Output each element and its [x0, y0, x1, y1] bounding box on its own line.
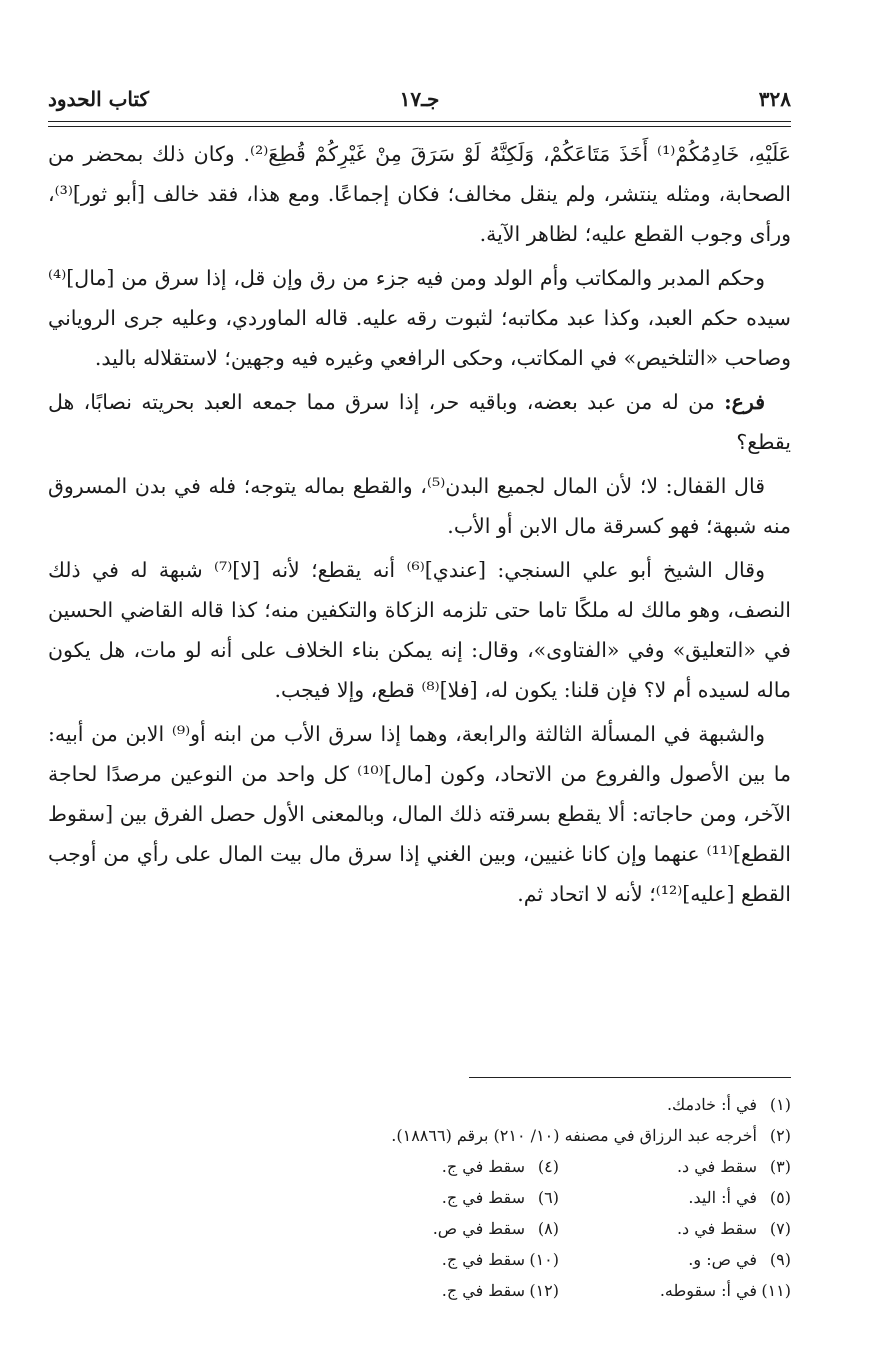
footnote-text: في ص: و. — [688, 1250, 757, 1269]
footnote-number: (٧) — [769, 1219, 791, 1238]
header-rule-bottom — [48, 126, 791, 127]
footnote-number: (٣) — [769, 1157, 791, 1176]
footnote-number: (٢) — [769, 1126, 791, 1145]
footnote — [391, 1122, 791, 1153]
paragraph — [48, 134, 791, 254]
main-text — [48, 134, 791, 914]
footnote-number: (٤) — [537, 1157, 559, 1176]
footnote-number: (١) — [769, 1095, 791, 1114]
footnote — [559, 1184, 791, 1215]
book-title: كتاب الحدود — [48, 87, 150, 111]
footnote-text: في أ: اليد. — [688, 1188, 757, 1207]
footnote — [327, 1215, 559, 1246]
footnote-row — [48, 1277, 791, 1308]
footnote — [667, 1091, 791, 1122]
paragraph-text: والشبهة في المسألة الثالثة والرابعة، وهما إذا سرق الأب من ابنه أو⁽⁹⁾ الابن من أبيه: ما بين الأصول والفروع من الاتحاد، وكون [مال]⁽¹⁰⁾ كل واحد من النوعين مرصدًا لحاجة الآخر، ومن حاجاته: ألا يقطع بسرقته ذلك المال، وبالمعنى الأول حصل الفرق بين [سقوط القطع]⁽¹¹⁾ عنهما وإن كانا غنيين، وبين الغني إذا سرق مال بيت المال على رأي من أوجب القطع [عليه]⁽¹²⁾؛ لأنه لا اتحاد ثم. — [48, 722, 791, 906]
footnote-number: (١٢) — [529, 1281, 559, 1300]
paragraph — [48, 466, 791, 546]
running-header — [48, 85, 791, 119]
footnote-row — [48, 1215, 791, 1246]
paragraph-text: قال القفال: لا؛ لأن المال لجميع البدن⁽⁵⁾، والقطع بماله يتوجه؛ فله في بدن المسروق منه شبهة؛ فهو كسرقة مال الابن أو الأب. — [48, 474, 791, 538]
footnote — [327, 1184, 559, 1215]
footnote — [559, 1246, 791, 1277]
footnote-row — [48, 1091, 791, 1122]
paragraph-text: وقال الشيخ أبو علي السنجي: [عندي]⁽⁶⁾ أنه يقطع؛ لأنه [لا]⁽⁷⁾ شبهة له في ذلك النصف، وهو مالك له ملكًا تاما حتى تلزمه الزكاة والتكفين منه؛ كذا قاله القاضي الحسين في «التعليق» وفي «الفتاوى»، وقال: إنه يمكن بناء الخلاف على أنه لو مات، هل يكون ماله لسيده أم لا؟ فإن قلنا: يكون له، [فلا]⁽⁸⁾ قطع، وإلا فيجب. — [48, 558, 791, 702]
paragraph-text: عَلَيْهِ، خَادِمُكُمْ⁽¹⁾ أَخَذَ مَتَاعَكُمْ، وَلَكِنَّهُ لَوْ سَرَقَ مِنْ غَيْرِكُمْ قُطِعَ⁽²⁾. وكان ذلك بمحضر من الصحابة، ومثله ينتشر، ولم ينقل مخالف؛ فكان إجماعًا. ومع هذا، فقد خالف [أبو ثور]⁽³⁾، ورأى وجوب القطع عليه؛ لظاهر الآية. — [48, 142, 791, 246]
paragraph-far — [48, 382, 791, 462]
far-label: فرع: — [724, 390, 765, 414]
footnote-row — [48, 1246, 791, 1277]
footnote-text: في أ: سقوطه. — [659, 1281, 757, 1300]
footnote — [559, 1215, 791, 1246]
footnotes — [48, 1091, 791, 1308]
footnote-number: (٨) — [537, 1219, 559, 1238]
footnote-number: (١١) — [761, 1281, 791, 1300]
paragraph — [48, 714, 791, 914]
footnote-text: سقط في ج. — [441, 1250, 525, 1269]
footnote-text: أخرجه عبد الرزاق في مصنفه (١٠/ ٢١٠) برقم (١٨٨٦٦). — [391, 1126, 757, 1145]
footnote-text: سقط في د. — [676, 1157, 757, 1176]
footnote — [327, 1277, 559, 1308]
footnote-text: سقط في د. — [676, 1219, 757, 1238]
footnote-text: سقط في ج. — [441, 1188, 525, 1207]
footnote — [327, 1153, 559, 1184]
footnote — [327, 1246, 559, 1277]
paragraph — [48, 258, 791, 378]
footnote — [559, 1153, 791, 1184]
footnote-row — [48, 1122, 791, 1153]
footnote-text: سقط في ص. — [432, 1219, 525, 1238]
footnote-number: (٥) — [769, 1188, 791, 1207]
paragraph-text: من له من عبد بعضه، وباقيه حر، إذا سرق مما جمعه العبد بحريته نصابًا، هل يقطع؟ — [48, 390, 791, 454]
footnote-text: سقط في ج. — [441, 1157, 525, 1176]
volume-number: جـ١٧ — [399, 87, 440, 111]
paragraph-text: وحكم المدبر والمكاتب وأم الولد ومن فيه جزء من رق وإن قل، إذا سرق من [مال]⁽⁴⁾ سيده حكم العبد، وكذا عبد مكاتبه؛ لثبوت رقه عليه. قاله الماوردي، وعليه جرى الروياني وصاحب «التلخيص» في المكاتب، وحكى الرافعي وغيره فيه وجهين؛ لاستقلاله باليد. — [48, 266, 791, 370]
footnote-row — [48, 1184, 791, 1215]
footnote-separator — [469, 1077, 791, 1078]
footnote-number: (١٠) — [529, 1250, 559, 1269]
header-rule-top — [48, 121, 791, 122]
page-number: ٣٢٨ — [758, 87, 791, 111]
footnote-text: في أ: خادمك. — [666, 1095, 757, 1114]
footnote-row — [48, 1153, 791, 1184]
footnote-number: (٩) — [769, 1250, 791, 1269]
footnote — [559, 1277, 791, 1308]
paragraph — [48, 550, 791, 710]
footnote-number: (٦) — [537, 1188, 559, 1207]
footnote-text: سقط في ج. — [441, 1281, 525, 1300]
